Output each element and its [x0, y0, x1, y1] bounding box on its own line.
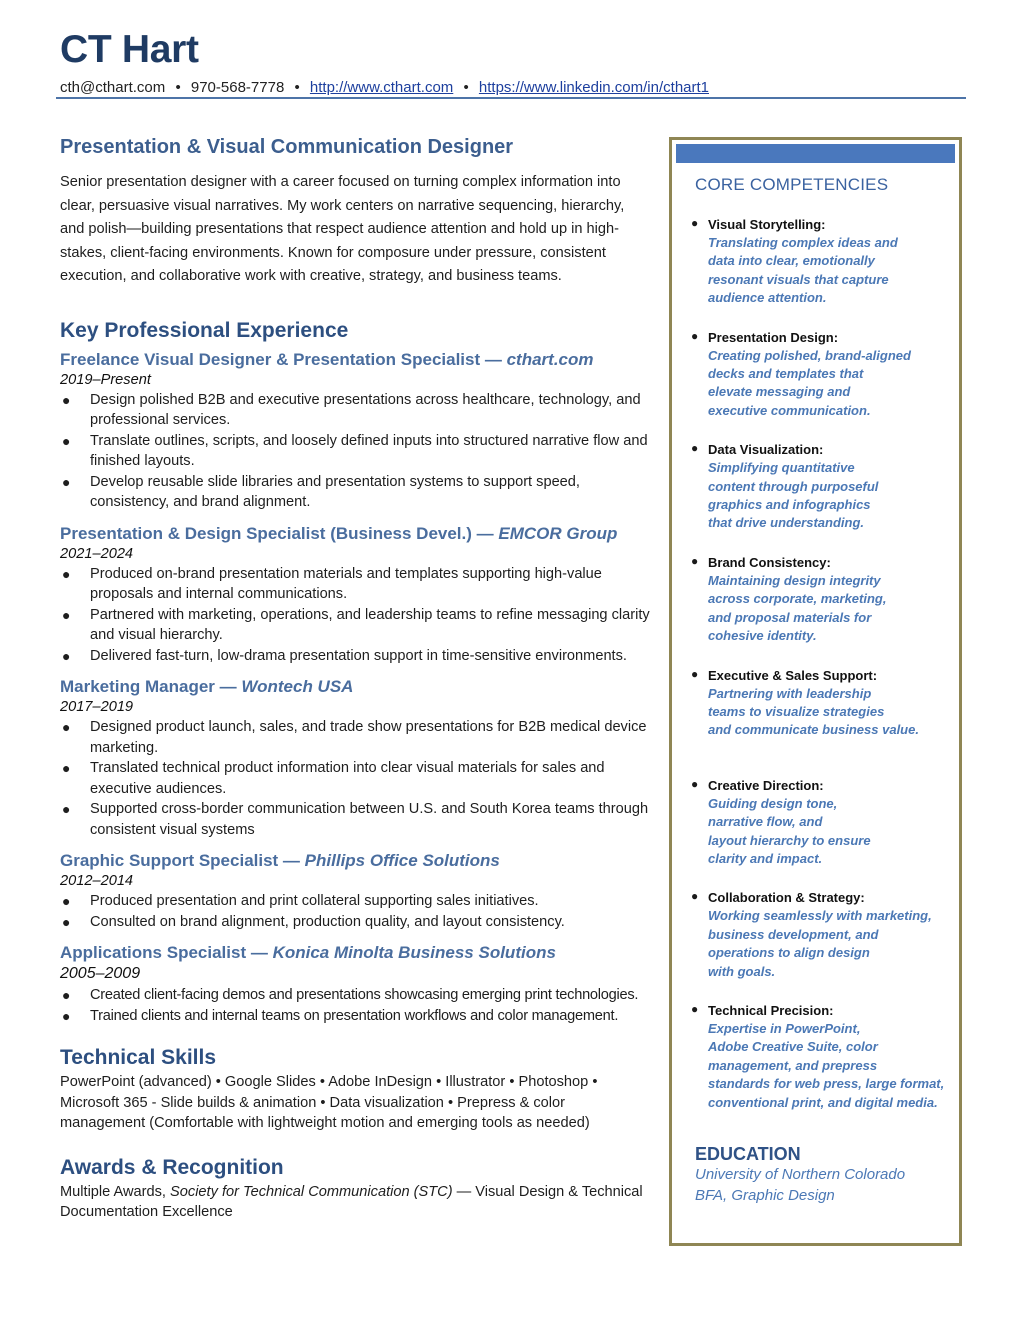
education-heading: EDUCATION	[695, 1144, 801, 1164]
header-divider	[56, 97, 966, 99]
job-role: Applications Specialist —	[60, 943, 273, 962]
competency-desc: Simplifying quantitative content through purposeful graphics and infographics that drive understanding.	[708, 460, 879, 531]
bullet-item	[60, 912, 650, 933]
bullet-dot-icon: ●	[62, 473, 71, 490]
sidebar-accent-bar	[676, 144, 955, 163]
bullet-dot-icon: ●	[691, 553, 699, 568]
job-title	[60, 350, 650, 370]
job-bullets	[60, 891, 650, 932]
job-company: EMCOR Group	[498, 523, 618, 543]
bullet-dot-icon: ●	[62, 432, 71, 449]
bullet-text: Created client-facing demos and presentations showcasing emerging print technologies.	[90, 987, 639, 1003]
job-role: Freelance Visual Designer & Presentation Specialist —	[60, 349, 507, 369]
competency-item	[690, 667, 955, 740]
competency-name: Presentation Design:	[708, 329, 839, 345]
bullet-item	[60, 605, 650, 646]
skills-heading: Technical Skills	[60, 1046, 217, 1069]
bullet-text: Translated technical product information into clear visual materials for sales and executive audiences.	[90, 760, 605, 797]
bullet-dot-icon: ●	[62, 801, 71, 817]
bullet-text: Partnered with marketing, operations, and leadership teams to refine messaging clarity and visual hierarchy.	[90, 606, 650, 643]
bullet-dot-icon: ●	[691, 441, 699, 456]
bullet-text: Develop reusable slide libraries and presentation systems to support speed, consistency, and brand alignment.	[90, 473, 580, 510]
competency-item	[690, 1002, 955, 1112]
job-dates: 2021–2024	[60, 545, 134, 562]
bullet-item	[60, 431, 650, 472]
bullet-text: Produced on-brand presentation materials and templates supporting high-value proposals and internal communications.	[90, 565, 602, 602]
job-title	[60, 851, 650, 871]
competency-name: Technical Precision:	[708, 1002, 834, 1018]
phone-text: 970-568-7778	[190, 79, 285, 96]
job-bullets	[60, 717, 650, 840]
competency-name: Collaboration & Strategy:	[708, 890, 865, 906]
bullet-dot-icon: ●	[62, 606, 71, 623]
bullet-dot-icon: ●	[62, 647, 71, 664]
bullet-item	[60, 717, 650, 758]
bullet-item	[60, 1006, 650, 1027]
job-title	[60, 677, 650, 697]
bullet-item	[60, 472, 650, 513]
competency-desc: Creating polished, brand-aligned decks and templates that elevate messaging and executive communication.	[708, 347, 911, 418]
bullet-item	[60, 985, 650, 1006]
competency-item	[690, 889, 955, 981]
bullet-dot-icon: ●	[691, 776, 699, 791]
main-column	[60, 136, 650, 1223]
job-title	[60, 524, 650, 544]
summary-paragraph: Senior presentation designer with a career focused on turning complex information into clear, persuasive visual narratives. My work centers on narrative sequencing, hierarchy, and polish—building presentations that respect audience attention and hold up in high-stakes, client-facing environments. Known for composure under pressure, consistent execution, and collaborative work with creative, strategy, and business teams.	[60, 174, 625, 284]
candidate-name: CT Hart	[60, 28, 199, 71]
competency-item	[690, 329, 955, 421]
bullet-item	[60, 758, 650, 799]
competency-item	[690, 777, 955, 869]
awards-suffix: — Visual Design & Technical Documentation Excellence	[60, 1183, 643, 1220]
job-entry	[60, 350, 650, 513]
competencies-sidebar	[669, 137, 962, 1246]
job-company: cthart.com	[506, 349, 594, 369]
bullet-text: Consulted on brand alignment, production quality, and layout consistency.	[90, 913, 565, 930]
job-entry	[60, 524, 650, 667]
bullet-text: Translate outlines, scripts, and loosely defined inputs into structured narrative flow and finished layouts.	[90, 432, 648, 469]
bullet-dot-icon: ●	[691, 216, 699, 230]
competency-name: Visual Storytelling:	[708, 217, 826, 232]
bullet-text: Design polished B2B and executive presentations across healthcare, technology, and professional services.	[90, 391, 641, 428]
competency-item	[690, 441, 955, 533]
competency-name: Creative Direction:	[708, 777, 824, 793]
awards-heading: Awards & Recognition	[60, 1155, 284, 1179]
job-dates: 2019–Present	[60, 371, 151, 388]
bullet-dot-icon: ●	[62, 893, 71, 909]
bullet-dot-icon: ●	[62, 391, 71, 408]
bullet-item	[60, 799, 650, 840]
education-school: University of Northern Colorado	[695, 1166, 906, 1183]
competency-item	[690, 216, 955, 308]
bullet-dot-icon: ●	[62, 719, 71, 735]
bullet-dot-icon: ●	[62, 760, 71, 776]
bullet-text: Designed product launch, sales, and trade show presentations for B2B medical device marketing.	[90, 719, 647, 756]
bullet-item	[60, 891, 650, 912]
bullet-item	[60, 390, 650, 431]
website-link[interactable]: http://www.cthart.com	[309, 79, 454, 96]
job-entry	[60, 943, 650, 1026]
separator: •	[294, 79, 300, 96]
bullet-item	[60, 564, 650, 605]
separator: •	[463, 79, 469, 96]
competency-name: Data Visualization:	[708, 442, 824, 458]
linkedin-link[interactable]: https://www.linkedin.com/in/cthart1	[478, 79, 710, 96]
bullet-dot-icon: ●	[62, 987, 71, 1003]
job-dates: 2012–2014	[60, 873, 134, 889]
contact-line	[60, 79, 709, 96]
job-dates: 2005–2009	[60, 965, 141, 982]
professional-title: Presentation & Visual Communication Designer	[60, 136, 514, 158]
bullet-text: Supported cross-border communication between U.S. and South Korea teams through consistent visual systems	[90, 801, 649, 838]
bullet-item	[60, 646, 650, 667]
bullet-text: Delivered fast-turn, low-drama presentation support in time-sensitive environments.	[90, 647, 627, 664]
job-title	[60, 943, 650, 963]
job-bullets	[60, 390, 650, 513]
competency-desc: Working seamlessly with marketing, business development, and operations to align design with goals.	[708, 908, 932, 979]
job-role: Presentation & Design Specialist (Business Devel.) —	[60, 523, 499, 543]
separator: •	[175, 79, 181, 96]
bullet-text: Produced presentation and print collateral supporting sales initiatives.	[90, 893, 539, 909]
bullet-dot-icon: ●	[691, 666, 699, 681]
awards-org: Society for Technical Communication (STC)	[170, 1183, 453, 1200]
job-company: Phillips Office Solutions	[304, 851, 500, 870]
job-role: Marketing Manager —	[60, 677, 242, 696]
competency-desc: Expertise in PowerPoint, Adobe Creative Suite, color management, and prepress standards for web press, large format, conventional print, and digital media.	[708, 1020, 945, 1110]
job-entry	[60, 677, 650, 840]
competency-name: Executive & Sales Support:	[708, 667, 878, 683]
email-text: cth@cthart.com	[60, 79, 166, 96]
competencies-heading: CORE COMPETENCIES	[695, 175, 889, 194]
awards-text	[60, 1182, 650, 1223]
education-degree: BFA, Graphic Design	[695, 1187, 835, 1204]
job-dates: 2017–2019	[60, 699, 134, 715]
bullet-dot-icon: ●	[62, 565, 71, 582]
job-bullets	[60, 985, 650, 1026]
competency-desc: Maintaining design integrity across corporate, marketing, and proposal materials for cohesive identity.	[708, 572, 887, 644]
job-entry	[60, 851, 650, 932]
job-company: Konica Minolta Business Solutions	[272, 943, 556, 962]
bullet-dot-icon: ●	[62, 1007, 71, 1024]
competency-desc: Translating complex ideas and data into clear, emotionally resonant visuals that capture audience attention.	[708, 235, 898, 306]
bullet-text: Trained clients and internal teams on presentation workflows and color management.	[90, 1007, 619, 1024]
job-role: Graphic Support Specialist —	[60, 851, 305, 870]
bullet-dot-icon: ●	[62, 913, 71, 930]
bullet-dot-icon: ●	[691, 1001, 699, 1016]
job-bullets	[60, 564, 650, 667]
bullet-dot-icon: ●	[691, 889, 699, 904]
competencies-list	[690, 216, 955, 1133]
competency-desc: Partnering with leadership teams to visualize strategies and communicate business value.	[708, 685, 919, 738]
skills-text: PowerPoint (advanced) • Google Slides • Adobe InDesign • Illustrator • Photoshop • Microsoft 365 - Slide builds & animation • Data visualization • Prepress & color management (Comfortable with lightweight motion and emerging tools as needed)	[60, 1074, 598, 1131]
competency-desc: Guiding design tone, narrative flow, and layout hierarchy to ensure clarity and impact.	[708, 795, 871, 866]
competency-name: Brand Consistency:	[708, 554, 831, 570]
bullet-dot-icon: ●	[691, 328, 699, 343]
competency-item	[690, 554, 955, 646]
job-company: Wontech USA	[241, 677, 354, 696]
awards-prefix: Multiple Awards,	[60, 1183, 171, 1200]
experience-heading: Key Professional Experience	[60, 318, 349, 342]
